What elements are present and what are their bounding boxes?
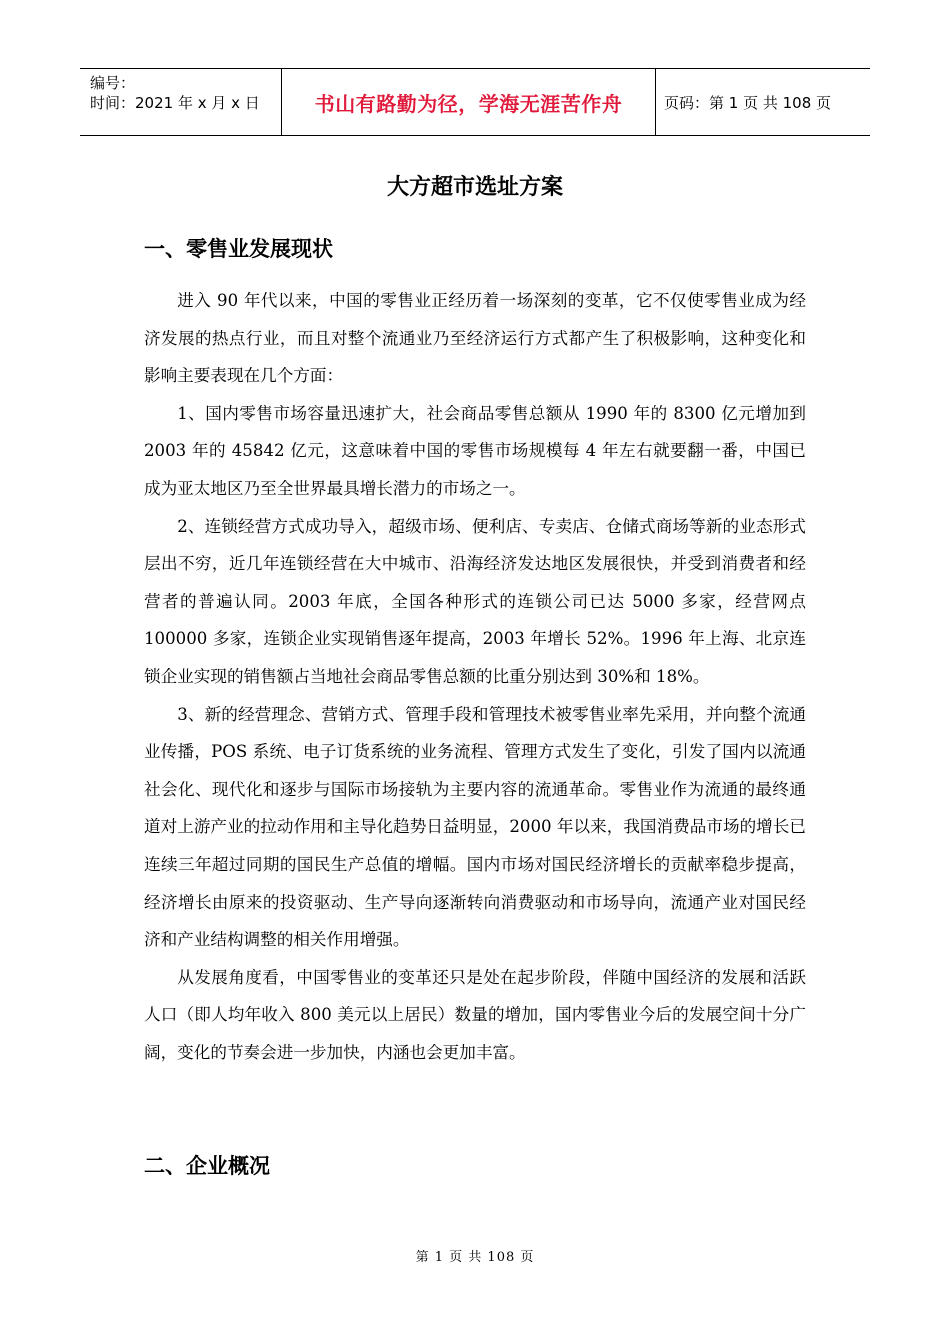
section-1-body bbox=[144, 282, 806, 1071]
paragraph: 3、新的经营理念、营销方式、管理手段和管理技术被零售业率先采用，并向整个流通业传播，POS 系统、电子订货系统的业务流程、管理方式发生了变化，引发了国内以流通社会化、现代化和逐步与国际市场接轨为主要内容的流通革命。零售业作为流通的最终通道对上游产业的拉动作用和主导化趋势日益明显，2000 年以来，我国消费品市场的增长已连续三年超过同期的国民生产总值的增幅。国内市场对国民经济增长的贡献率稳步提高，经济增长由原来的投资驱动、生产导向逐渐转向消费驱动和市场导向，流通产业对国民经济和产业结构调整的相关作用增强。 bbox=[144, 704, 806, 950]
header-page-info: 页码：第 1 页 共 108 页 bbox=[664, 93, 832, 112]
paragraph: 从发展角度看，中国零售业的变革还只是处在起步阶段，伴随中国经济的发展和活跃人口（即人均年收入 800 美元以上居民）数量的增加，国内零售业今后的发展空间十分广阔，变化的节奏会进一步加快，内涵也会更加丰富。 bbox=[144, 967, 806, 1062]
paragraph: 2、连锁经营方式成功导入，超级市场、便利店、专卖店、仓储式商场等新的业态形式层出不穷，近几年连锁经营在大中城市、沿海经济发达地区发展很快，并受到消费者和经营者的普遍认同。2003 年底，全国各种形式的连锁公司已达 5000 多家，经营网点 100000 多家，连锁企业实现销售逐年提高，2003 年增长 52%。1996 年上海、北京连锁企业实现的销售额占当地社会商品零售总额的比重分别达到 30%和 18%。 bbox=[144, 516, 806, 686]
paragraph: 1、国内零售市场容量迅速扩大，社会商品零售总额从 1990 年的 8300 亿元增加到 2003 年的 45842 亿元，这意味着中国的零售市场规模每 4 年左右就要翻一番，中国已成为亚太地区乃至全世界最具增长潜力的市场之一。 bbox=[144, 403, 806, 498]
section-heading-2: 二、企业概况 bbox=[144, 1154, 270, 1178]
header-motto: 书山有路勤为径，学海无涯苦作舟 bbox=[281, 69, 656, 135]
document-number-label: 编号： bbox=[90, 74, 136, 92]
header-meta-cell bbox=[80, 69, 281, 135]
page-footer: 第 1 页 共 108 页 bbox=[415, 1250, 535, 1265]
section-heading-1: 一、零售业发展现状 bbox=[144, 237, 333, 261]
paragraph: 进入 90 年代以来，中国的零售业正经历着一场深刻的变革，它不仅使零售业成为经济发展的热点行业，而且对整个流通业乃至经济运行方式都产生了积极影响，这种变化和影响主要表现在几个方面： bbox=[144, 291, 806, 386]
document-time-label: 时间：2021 年 x 月 x 日 bbox=[90, 94, 260, 112]
document-title: 大方超市选址方案 bbox=[386, 175, 563, 200]
header-table bbox=[80, 68, 870, 136]
